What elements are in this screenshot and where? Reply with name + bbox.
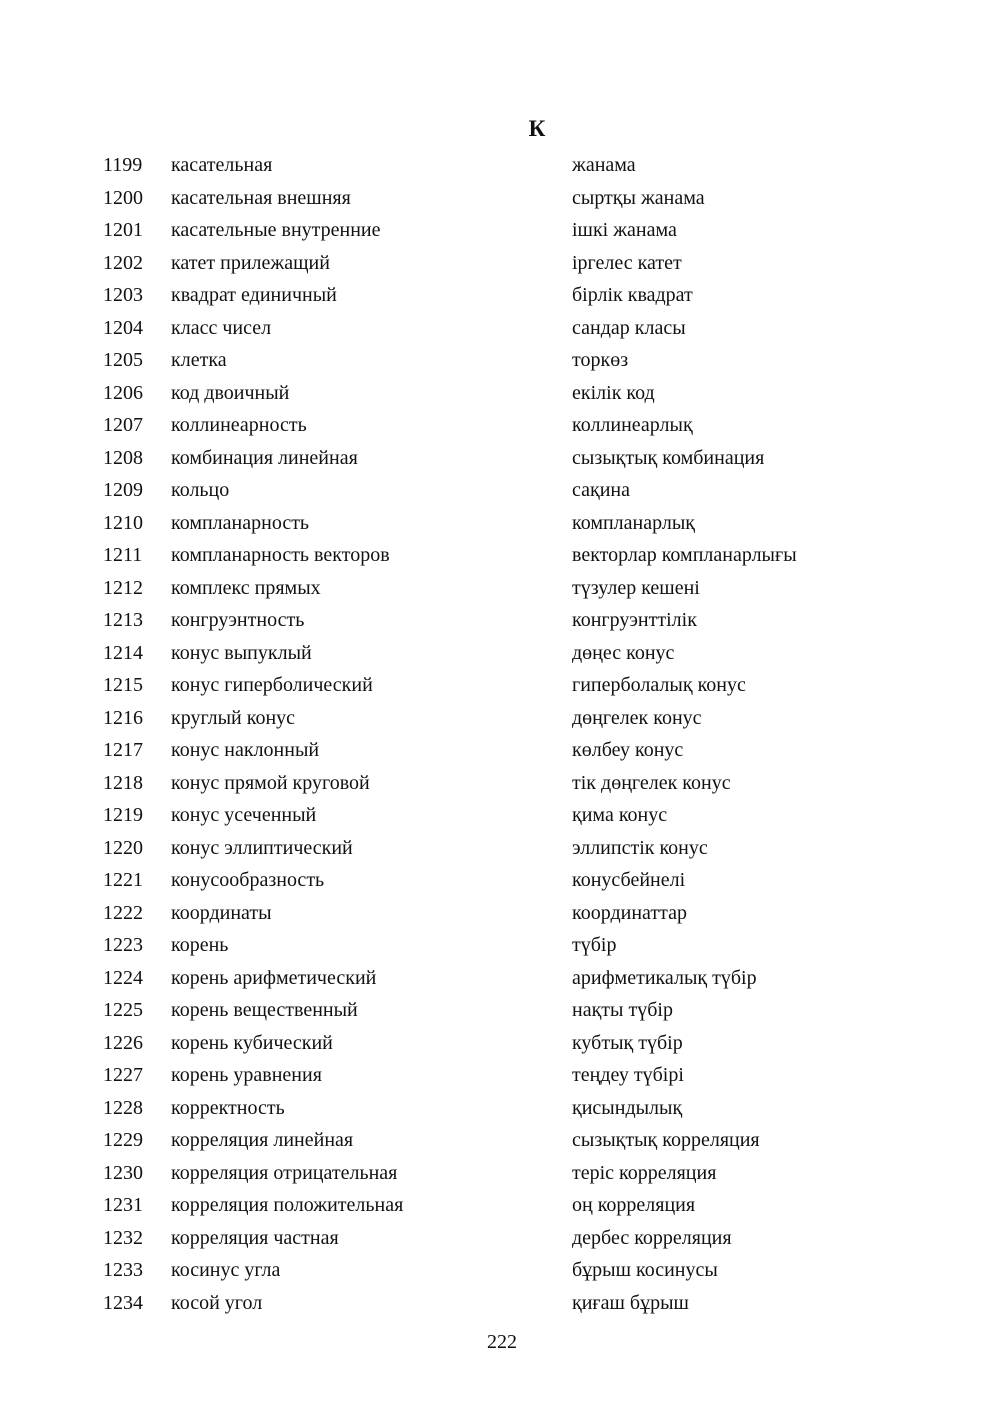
kazakh-term: түзулер кешені	[572, 576, 700, 599]
entry-number: 1210	[103, 511, 143, 534]
entry-number: 1228	[103, 1096, 143, 1119]
glossary-entry	[103, 1092, 923, 1125]
glossary-entry	[103, 702, 923, 735]
entry-number: 1234	[103, 1291, 143, 1314]
glossary-entry	[103, 734, 923, 767]
entry-number: 1202	[103, 251, 143, 274]
kazakh-term: коллинеарлық	[572, 414, 693, 436]
russian-term: кольцо	[171, 479, 230, 501]
glossary-entry	[103, 799, 923, 832]
kazakh-term: ішкі жанама	[572, 219, 677, 241]
entry-number: 1201	[103, 219, 143, 241]
glossary-entry	[103, 474, 923, 507]
glossary-entry	[103, 1157, 923, 1190]
glossary-entry	[103, 409, 923, 442]
glossary-entry	[103, 637, 923, 670]
kazakh-term: торкөз	[572, 349, 629, 371]
glossary-entry	[103, 832, 923, 865]
entry-number: 1213	[103, 609, 143, 631]
entry-number: 1199	[103, 154, 143, 176]
glossary-entry	[103, 1059, 923, 1092]
entry-number: 1231	[103, 1194, 143, 1216]
kazakh-term: конусбейнелі	[572, 869, 686, 891]
russian-term: косой угол	[171, 1291, 263, 1314]
kazakh-term: дөңгелек конус	[572, 706, 702, 729]
kazakh-term: эллипстік конус	[572, 836, 708, 859]
glossary-entry	[103, 994, 923, 1027]
kazakh-term: түбір	[572, 934, 617, 956]
entry-number: 1208	[103, 446, 143, 469]
page-number: 222	[487, 1331, 517, 1353]
kazakh-term: сызықтық корреляция	[572, 1129, 760, 1151]
entry-number: 1227	[103, 1064, 143, 1086]
glossary-entry	[103, 149, 923, 182]
kazakh-term: кубтық түбір	[572, 1031, 683, 1054]
glossary-entry	[103, 669, 923, 702]
russian-term: косинус угла	[171, 1259, 281, 1281]
entry-number: 1220	[103, 836, 143, 859]
russian-term: компланарность векторов	[171, 544, 390, 566]
russian-term: корень вещественный	[171, 999, 358, 1021]
entry-number: 1207	[103, 414, 143, 436]
entry-number: 1225	[103, 999, 143, 1021]
glossary-entry	[103, 312, 923, 345]
entry-number: 1232	[103, 1226, 143, 1249]
russian-term: касательная	[171, 154, 273, 176]
kazakh-term: көлбеу конус	[572, 739, 684, 761]
kazakh-term: сақина	[572, 479, 630, 501]
entry-number: 1214	[103, 641, 143, 664]
kazakh-term: дөңес конус	[572, 641, 675, 664]
kazakh-term: бұрыш косинусы	[572, 1259, 718, 1281]
russian-term: касательная внешняя	[171, 186, 351, 209]
entry-number: 1205	[103, 349, 143, 371]
russian-term: комплекс прямых	[171, 576, 321, 599]
glossary-entry	[103, 1124, 923, 1157]
russian-term: круглый конус	[171, 706, 296, 729]
russian-term: корень	[171, 934, 229, 956]
entry-number: 1203	[103, 284, 143, 306]
entry-number: 1229	[103, 1129, 143, 1151]
glossary-entry	[103, 1189, 923, 1222]
russian-term: корень уравнения	[171, 1064, 322, 1086]
kazakh-term: сандар класы	[572, 316, 686, 339]
kazakh-term: қисындылық	[572, 1096, 683, 1119]
kazakh-term: жанама	[572, 154, 636, 176]
russian-term: коллинеарность	[171, 414, 307, 436]
glossary-entry	[103, 377, 923, 410]
entry-number: 1212	[103, 576, 143, 599]
glossary-entry	[103, 604, 923, 637]
russian-term: корень арифметический	[171, 966, 377, 989]
russian-term: корреляция частная	[171, 1226, 339, 1249]
russian-term: конус гиперболический	[171, 674, 373, 696]
glossary-entry	[103, 1027, 923, 1060]
kazakh-term: координаттар	[572, 901, 687, 924]
kazakh-term: компланарлық	[572, 511, 695, 534]
glossary-entry	[103, 1287, 923, 1320]
glossary-entry	[103, 864, 923, 897]
glossary-entry	[103, 767, 923, 800]
russian-term: компланарность	[171, 511, 310, 534]
entry-number: 1233	[103, 1259, 143, 1281]
entry-number: 1204	[103, 316, 143, 339]
glossary-entry	[103, 572, 923, 605]
section-letter-heading: К	[528, 116, 546, 141]
russian-term: корень кубический	[171, 1031, 333, 1054]
russian-term: координаты	[171, 901, 272, 924]
entry-number: 1224	[103, 966, 143, 989]
kazakh-term: екілік код	[572, 381, 655, 404]
glossary-entry	[103, 1222, 923, 1255]
kazakh-term: іргелес катет	[572, 251, 682, 274]
glossary-entry	[103, 929, 923, 962]
kazakh-term: дербес корреляция	[572, 1226, 732, 1249]
entry-number: 1209	[103, 479, 143, 501]
entry-number: 1219	[103, 804, 143, 826]
russian-term: конус наклонный	[171, 739, 320, 761]
kazakh-term: конгруэнттілік	[572, 609, 697, 631]
russian-term: квадрат единичный	[171, 284, 337, 306]
kazakh-term: сыртқы жанама	[572, 186, 705, 209]
entry-number: 1206	[103, 381, 143, 404]
kazakh-term: сызықтық комбинация	[572, 446, 765, 469]
entry-number: 1230	[103, 1161, 143, 1184]
entry-number: 1215	[103, 674, 143, 696]
glossary-entry	[103, 182, 923, 215]
kazakh-term: нақты түбір	[572, 999, 673, 1021]
kazakh-term: оң корреляция	[572, 1194, 696, 1216]
glossary-entry	[103, 962, 923, 995]
entry-number: 1222	[103, 901, 143, 924]
glossary-entry	[103, 897, 923, 930]
kazakh-term: векторлар компланарлығы	[572, 544, 797, 566]
glossary-entry	[103, 539, 923, 572]
glossary-list	[103, 149, 923, 1319]
russian-term: конус усеченный	[171, 804, 317, 826]
entry-number: 1216	[103, 706, 143, 729]
kazakh-term: қиғаш бұрыш	[572, 1291, 689, 1314]
russian-term: класс чисел	[171, 316, 272, 339]
russian-term: корреляция отрицательная	[171, 1161, 398, 1184]
kazakh-term: бірлік квадрат	[572, 284, 693, 306]
glossary-entry	[103, 214, 923, 247]
kazakh-term: гиперболалық конус	[572, 674, 746, 696]
russian-term: касательные внутренние	[171, 219, 381, 241]
kazakh-term: қима конус	[572, 804, 668, 826]
entry-number: 1226	[103, 1031, 143, 1054]
glossary-entry	[103, 442, 923, 475]
russian-term: корреляция линейная	[171, 1129, 354, 1151]
russian-term: клетка	[171, 349, 227, 371]
kazakh-term: теріс корреляция	[572, 1161, 717, 1184]
russian-term: конус эллиптический	[171, 836, 353, 859]
kazakh-term: арифметикалық түбір	[572, 966, 757, 989]
entry-number: 1211	[103, 544, 143, 566]
glossary-entry	[103, 507, 923, 540]
entry-number: 1223	[103, 934, 143, 956]
russian-term: конус выпуклый	[171, 641, 312, 664]
glossary-entry	[103, 344, 923, 377]
russian-term: корреляция положительная	[171, 1194, 404, 1216]
glossary-entry	[103, 247, 923, 280]
kazakh-term: теңдеу түбірі	[572, 1064, 684, 1086]
entry-number: 1221	[103, 869, 143, 891]
glossary-entry	[103, 279, 923, 312]
kazakh-term: тік дөңгелек конус	[572, 771, 731, 794]
glossary-entry	[103, 1254, 923, 1287]
russian-term: конусообразность	[171, 869, 325, 891]
entry-number: 1200	[103, 186, 143, 209]
russian-term: корректность	[171, 1096, 285, 1119]
russian-term: катет прилежащий	[171, 251, 330, 274]
russian-term: код двоичный	[171, 381, 290, 404]
russian-term: комбинация линейная	[171, 446, 358, 469]
russian-term: конгруэнтность	[171, 609, 305, 631]
entry-number: 1217	[103, 739, 143, 761]
russian-term: конус прямой круговой	[171, 771, 370, 794]
entry-number: 1218	[103, 771, 143, 794]
